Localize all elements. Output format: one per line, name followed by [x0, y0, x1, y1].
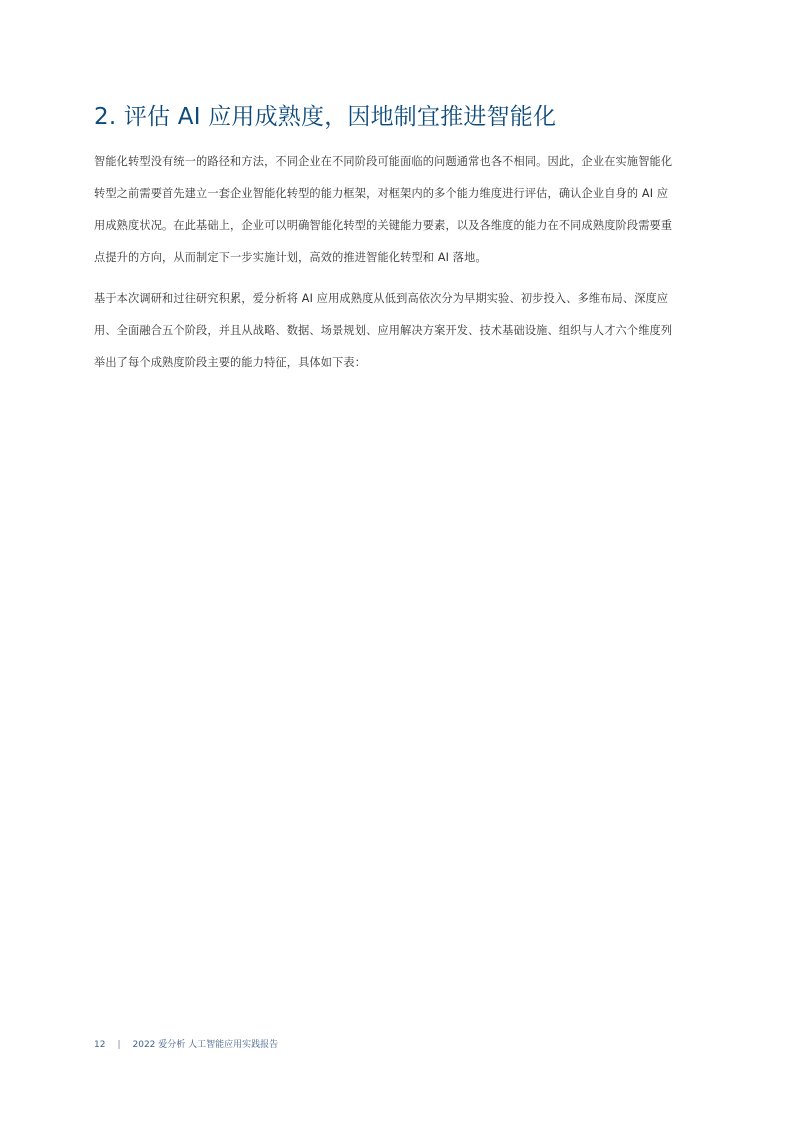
- paragraph-line: 用、全面融合五个阶段，并且从战略、数据、场景规划、应用解决方案开发、技术基础设施、组织与人才六个维度列: [94, 324, 673, 337]
- footer-separator: |: [117, 1040, 121, 1050]
- paragraph-line: 基于本次调研和过往研究积累，爱分析将 AI 应用成熟度从低到高依次分为早期实验、初步投入、多维布局、深度应: [94, 292, 669, 305]
- report-title: 2022 爱分析 人工智能应用实践报告: [132, 1040, 279, 1050]
- paragraph-line: 智能化转型没有统一的路径和方法，不同企业在不同阶段可能面临的问题通常也各不相同。因此，企业在实施智能化: [94, 155, 673, 168]
- paragraph-line: 点提升的方向，从而制定下一步实施计划，高效的推进智能化转型和 AI 落地。: [94, 251, 487, 264]
- paragraph-line: 举出了每个成熟度阶段主要的能力特征，具体如下表：: [94, 356, 367, 369]
- paragraph-line: 用成熟度状况。在此基础上，企业可以明确智能化转型的关键能力要素，以及各维度的能力在不同成熟度阶段需要重: [94, 219, 673, 232]
- paragraph-2: [94, 283, 702, 379]
- page-footer: [94, 1038, 278, 1052]
- page-number: 12: [94, 1040, 106, 1050]
- section-heading: 2. 评估 AI 应用成熟度，因地制宜推进智能化: [94, 104, 557, 130]
- paragraph-line: 转型之前需要首先建立一套企业智能化转型的能力框架，对框架内的多个能力维度进行评估，确认企业自身的 AI 应: [94, 187, 669, 200]
- paragraph-1: [94, 146, 702, 274]
